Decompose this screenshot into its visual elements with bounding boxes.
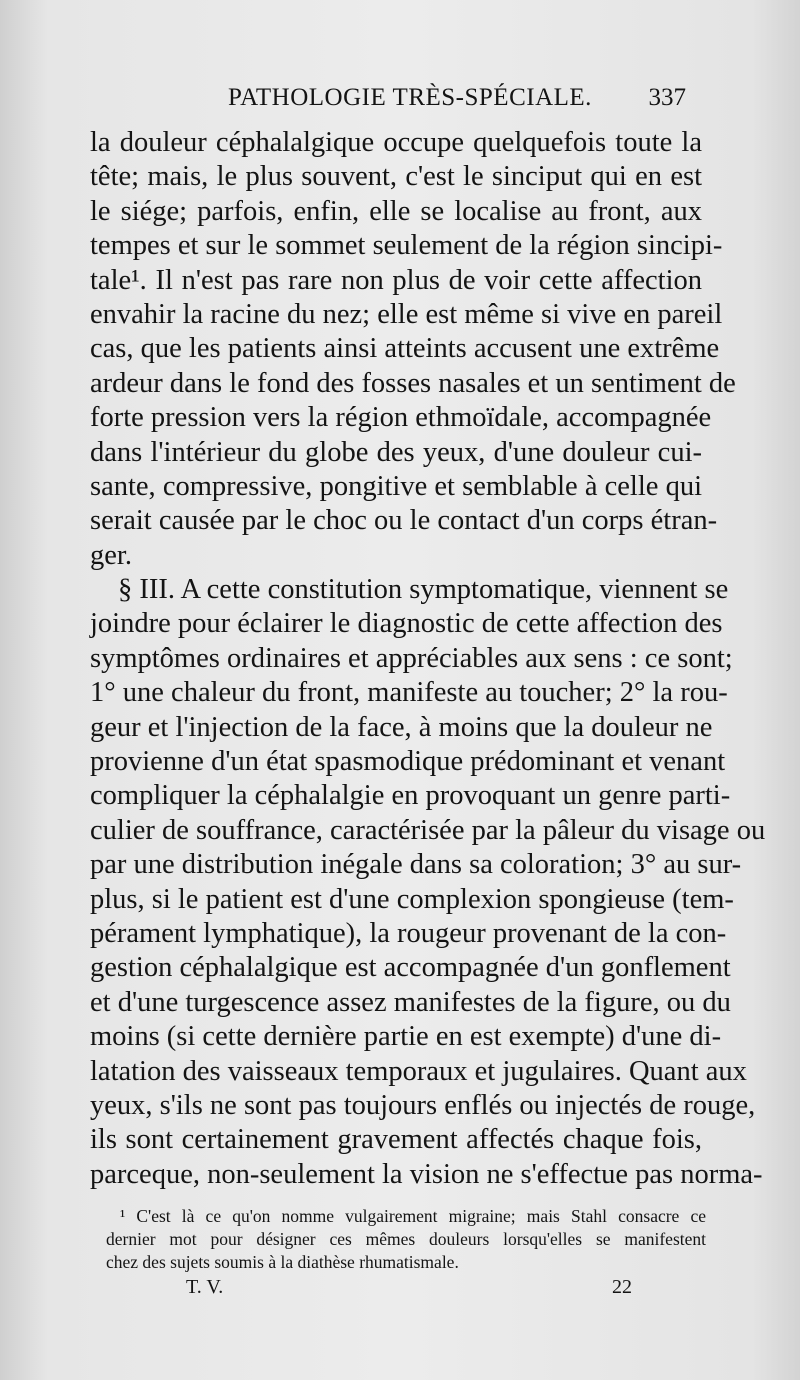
text-line: symptômes ordinaires et appréciables aux sens : ce sont; <box>90 642 733 674</box>
text-line: joindre pour éclairer le diagnostic de cette affection des <box>90 608 723 640</box>
text-line: gestion céphalalgique est accompagnée d'un gonflement <box>90 952 731 984</box>
body-text <box>90 126 766 1192</box>
text-line: cas, que les patients ainsi atteints accusent une extrême <box>90 333 720 365</box>
text-line: latation des vaisseaux temporaux et jugulaires. Quant aux <box>90 1055 747 1087</box>
text-line: sante, compressive, pongitive et semblable à celle qui <box>90 470 702 502</box>
footnotes <box>106 1205 706 1274</box>
text-line: tale¹. Il n'est pas rare non plus de voir cette affection <box>90 264 702 296</box>
text-line: tête; mais, le plus souvent, c'est le sinciput qui en est <box>90 161 702 193</box>
page-number: 337 <box>648 84 686 111</box>
text-line: pérament lymphatique), la rougeur provenant de la con- <box>90 917 727 949</box>
text-line: yeux, s'ils ne sont pas toujours enflés ou injectés de rouge, <box>90 1089 756 1121</box>
page-header <box>228 84 686 124</box>
text-line: la douleur céphalalgique occupe quelquefois toute la <box>90 127 702 158</box>
text-line: geur et l'injection de la face, à moins que la douleur ne <box>90 711 713 743</box>
volume-mark: T. V. <box>186 1276 224 1298</box>
sheet-number: 22 <box>612 1276 632 1298</box>
footnote-line: ¹ C'est là ce qu'on nomme vulgairement migraine; mais Stahl consacre ce <box>120 1206 706 1226</box>
text-line: ils sont certainement gravement affectés chaque fois, <box>90 1124 702 1156</box>
text-line: envahir la racine du nez; elle est même si vive en pareil <box>90 298 723 330</box>
text-line: compliquer la céphalalgie en provoquant un genre parti- <box>90 780 731 812</box>
text-line: 1° une chaleur du front, manifeste au toucher; 2° la rou- <box>90 677 728 709</box>
text-line: serait causée par le choc ou le contact d'un corps étran- <box>90 505 718 537</box>
text-line: et d'une turgescence assez manifestes de la figure, ou du <box>90 986 731 1018</box>
text-line: moins (si cette dernière partie en est exempte) d'une di- <box>90 1021 722 1053</box>
text-line: provienne d'un état spasmodique prédominant et venant <box>90 746 726 778</box>
text-line: le siége; parfois, enfin, elle se localise au front, aux <box>90 195 702 227</box>
text-line: par une distribution inégale dans sa coloration; 3° au sur- <box>90 849 742 881</box>
section-heading-line: § III. A cette constitution symptomatique, viennent se <box>118 574 729 606</box>
text-line: forte pression vers la région ethmoïdale, accompagnée <box>90 402 712 434</box>
running-title: PATHOLOGIE TRÈS-SPÉCIALE. <box>228 84 592 111</box>
text-line: ger. <box>90 539 132 571</box>
text-line: parceque, non-seulement la vision ne s'effectue pas norma- <box>90 1158 763 1190</box>
footnote-line: chez des sujets soumis à la diathèse rhumatismale. <box>106 1252 459 1272</box>
text-line: ardeur dans le fond des fosses nasales et un sentiment de <box>90 367 736 399</box>
text-line: culier de souffrance, caractérisée par la pâleur du visage ou <box>90 814 766 846</box>
footnote-line: dernier mot pour désigner ces mêmes douleurs lorsqu'elles se manifestent <box>106 1229 706 1249</box>
text-line: dans l'intérieur du globe des yeux, d'une douleur cui- <box>90 436 702 468</box>
text-line: plus, si le patient est d'une complexion spongieuse (tem- <box>90 883 734 915</box>
text-line: tempes et sur le sommet seulement de la région sincipi- <box>90 230 723 262</box>
